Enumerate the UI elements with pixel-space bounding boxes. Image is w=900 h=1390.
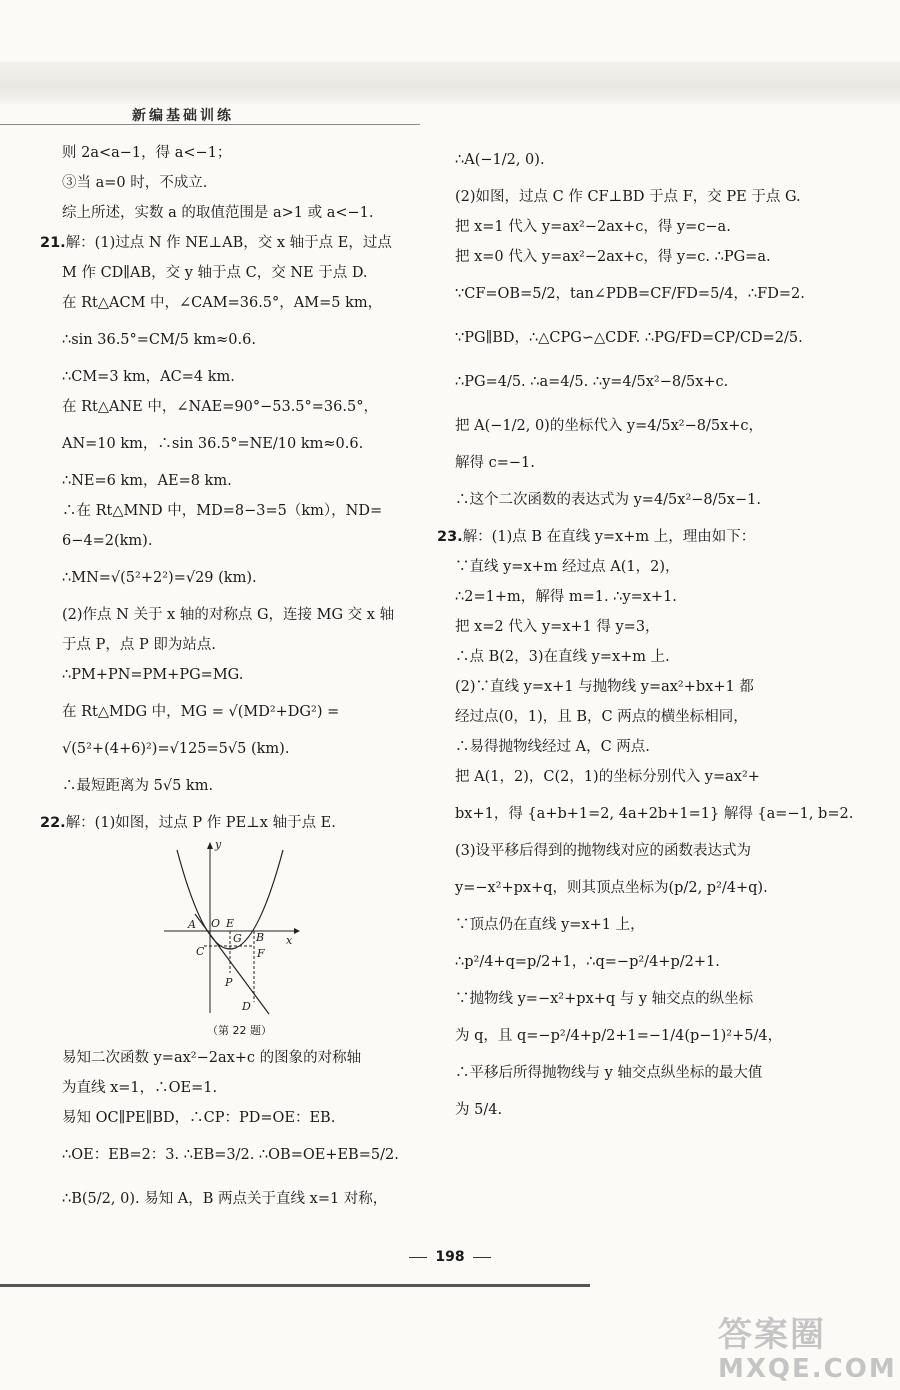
text-line: ∴MN=√(5²+2²)=√29 (km). (62, 570, 257, 586)
parabola-diagram (159, 838, 319, 1020)
text-line: ∴平移后所得抛物线与 y 轴交点纵坐标的最大值 (455, 1065, 763, 1081)
label-F: F (257, 947, 265, 960)
label-C: C (196, 945, 205, 958)
text-line: 把 x=1 代入 y=ax²−2ax+c，得 y=c−a. (455, 219, 731, 235)
text-line: 为 q，且 q=−p²/4+p/2+1=−1/4(p−1)²+5/4， (455, 1028, 783, 1044)
text-line: 解：(1)如图，过点 P 作 PE⊥x 轴于点 E. (65, 815, 336, 831)
text-line: ∴在 Rt△MND 中，MD=8−3=5（km），ND= (62, 503, 383, 519)
text-line: ∴p²/4+q=p/2+1，∴q=−p²/4+p/2+1. (455, 954, 720, 970)
text-line: bx+1，得 {a+b+1=2, 4a+2b+1=1} 解得 {a=−1, b=2. (455, 806, 854, 822)
text-line: ∴2=1+m，解得 m=1. ∴y=x+1. (455, 589, 677, 605)
figure-22 (62, 838, 417, 1043)
text-line: y=−x²+px+q，则其顶点坐标为(p/2, p²/4+q). (455, 880, 768, 896)
parabola (177, 850, 283, 949)
text-line: 在 Rt△MDG 中，MG = √(MD²+DG²) = (62, 704, 340, 720)
text-line: AN=10 km，∴sin 36.5°=NE/10 km≈0.6. (62, 436, 364, 452)
text-line: (2)作点 N 关于 x 轴的对称点 G，连接 MG 交 x 轴 (62, 607, 395, 623)
label-G: G (233, 932, 242, 945)
text-line: 为 5/4. (455, 1102, 503, 1118)
text-line: 经过点(0，1)，且 B，C 两点的横坐标相同， (455, 709, 748, 725)
text-line: ∴A(−1/2, 0). (455, 152, 545, 168)
problem-number: 21. (40, 235, 66, 251)
page-number (0, 1249, 900, 1265)
text-line: ③当 a=0 时，不成立. (62, 175, 208, 191)
text-line: ∵直线 y=x+m 经过点 A(1，2)， (455, 559, 680, 575)
text-line: 把 x=2 代入 y=x+1 得 y=3， (455, 619, 660, 635)
text-line: 解得 c=−1. (455, 455, 535, 471)
text-line: ∴CM=3 km，AC=4 km. (62, 369, 235, 385)
text-line: ∴OE：EB=2：3. ∴EB=3/2. ∴OB=OE+EB=5/2. (62, 1147, 399, 1163)
label-P: P (225, 976, 233, 989)
text-line: ∴PG=4/5. ∴a=4/5. ∴y=4/5x²−8/5x+c. (455, 374, 729, 390)
text-line: (2)如图，过点 C 作 CF⊥BD 于点 F，交 PE 于点 G. (455, 189, 801, 205)
header-rule (0, 124, 420, 125)
text-line: (2)∵直线 y=x+1 与抛物线 y=ax²+bx+1 都 (455, 679, 754, 695)
text-line: 把 A(1，2)，C(2，1)的坐标分别代入 y=ax²+ (455, 769, 760, 785)
figure-caption: （第 22 题） (207, 1024, 272, 1037)
text-line: 在 Rt△ACM 中，∠CAM=36.5°，AM=5 km， (62, 295, 383, 311)
text-line: ∴B(5/2, 0). 易知 A，B 两点关于直线 x=1 对称， (62, 1191, 388, 1207)
x-axis-arrow (294, 928, 300, 934)
text-line: 把 x=0 代入 y=ax²−2ax+c，得 y=c. ∴PG=a. (455, 249, 771, 265)
text-line: 解：(1)过点 N 作 NE⊥AB，交 x 轴于点 E，过点 (65, 235, 392, 251)
text-line: ∵CF=OB=5/2，tan∠PDB=CF/FD=5/4，∴FD=2. (455, 286, 805, 302)
header-band (0, 62, 900, 104)
text-line: 则 2a<a−1，得 a<−1； (62, 145, 232, 161)
text-line: 把 A(−1/2, 0)的坐标代入 y=4/5x²−8/5x+c， (455, 418, 764, 434)
text-line: 于点 P，点 P 即为站点. (62, 637, 216, 653)
label-D: D (242, 1000, 251, 1013)
label-A: A (188, 918, 196, 931)
text-line: ∴sin 36.5°=CM/5 km≈0.6. (62, 332, 256, 348)
label-E: E (226, 917, 235, 930)
label-O: O (211, 917, 221, 930)
text-line: ∵抛物线 y=−x²+px+q 与 y 轴交点的纵坐标 (455, 991, 754, 1007)
label-B: B (256, 931, 265, 944)
bottom-rule (0, 1284, 590, 1287)
text-line: 易知二次函数 y=ax²−2ax+c 的图象的对称轴 (62, 1050, 362, 1066)
text-line: 6−4=2(km). (62, 533, 153, 549)
header-title: 新编基础训练 (132, 108, 234, 124)
text-line: 在 Rt△ANE 中，∠NAE=90°−53.5°=36.5°， (62, 399, 378, 415)
text-line: (3)设平移后得到的抛物线对应的函数表达式为 (455, 843, 752, 859)
text-line: ∴这个二次函数的表达式为 y=4/5x²−8/5x−1. (455, 492, 761, 508)
text-line: ∵顶点仍在直线 y=x+1 上， (455, 917, 645, 933)
left-column (40, 138, 417, 1221)
watermark-top: 答案圈 (718, 1315, 826, 1355)
text-line: ∵PG∥BD，∴△CPG∽△CDF. ∴PG/FD=CP/CD=2/5. (455, 330, 803, 346)
text-line: ∴易得抛物线经过 A，C 两点. (455, 739, 650, 755)
right-column (437, 138, 854, 1132)
problem-number: 23. (437, 529, 463, 545)
page-number-text: 198 (435, 1249, 465, 1265)
label-y: y (215, 838, 222, 851)
text-line: √(5²+(4+6)²)=√125=5√5 (km). (62, 741, 290, 757)
text-line: 易知 OC∥PE∥BD，∴CP：PD=OE：EB. (62, 1110, 336, 1126)
text-line: M 作 CD∥AB，交 y 轴于点 C，交 NE 于点 D. (62, 265, 368, 281)
watermark-bottom: MXQE.COM (718, 1354, 897, 1384)
watermark-logo (718, 1316, 898, 1388)
problem-number: 22. (40, 815, 66, 831)
text-line: 为直线 x=1，∴OE=1. (62, 1080, 218, 1096)
text-line: ∴NE=6 km，AE=8 km. (62, 473, 232, 489)
text-line: ∴点 B(2，3)在直线 y=x+m 上. (455, 649, 670, 665)
label-x: x (286, 934, 293, 947)
y-axis-arrow (207, 842, 213, 849)
text-line: ∴PM+PN=PM+PG=MG. (62, 667, 244, 683)
text-line: 解：(1)点 B 在直线 y=x+m 上，理由如下： (462, 529, 756, 545)
text-line: 综上所述，实数 a 的取值范围是 a>1 或 a<−1. (62, 205, 374, 221)
text-line: ∴最短距离为 5√5 km. (62, 778, 214, 794)
